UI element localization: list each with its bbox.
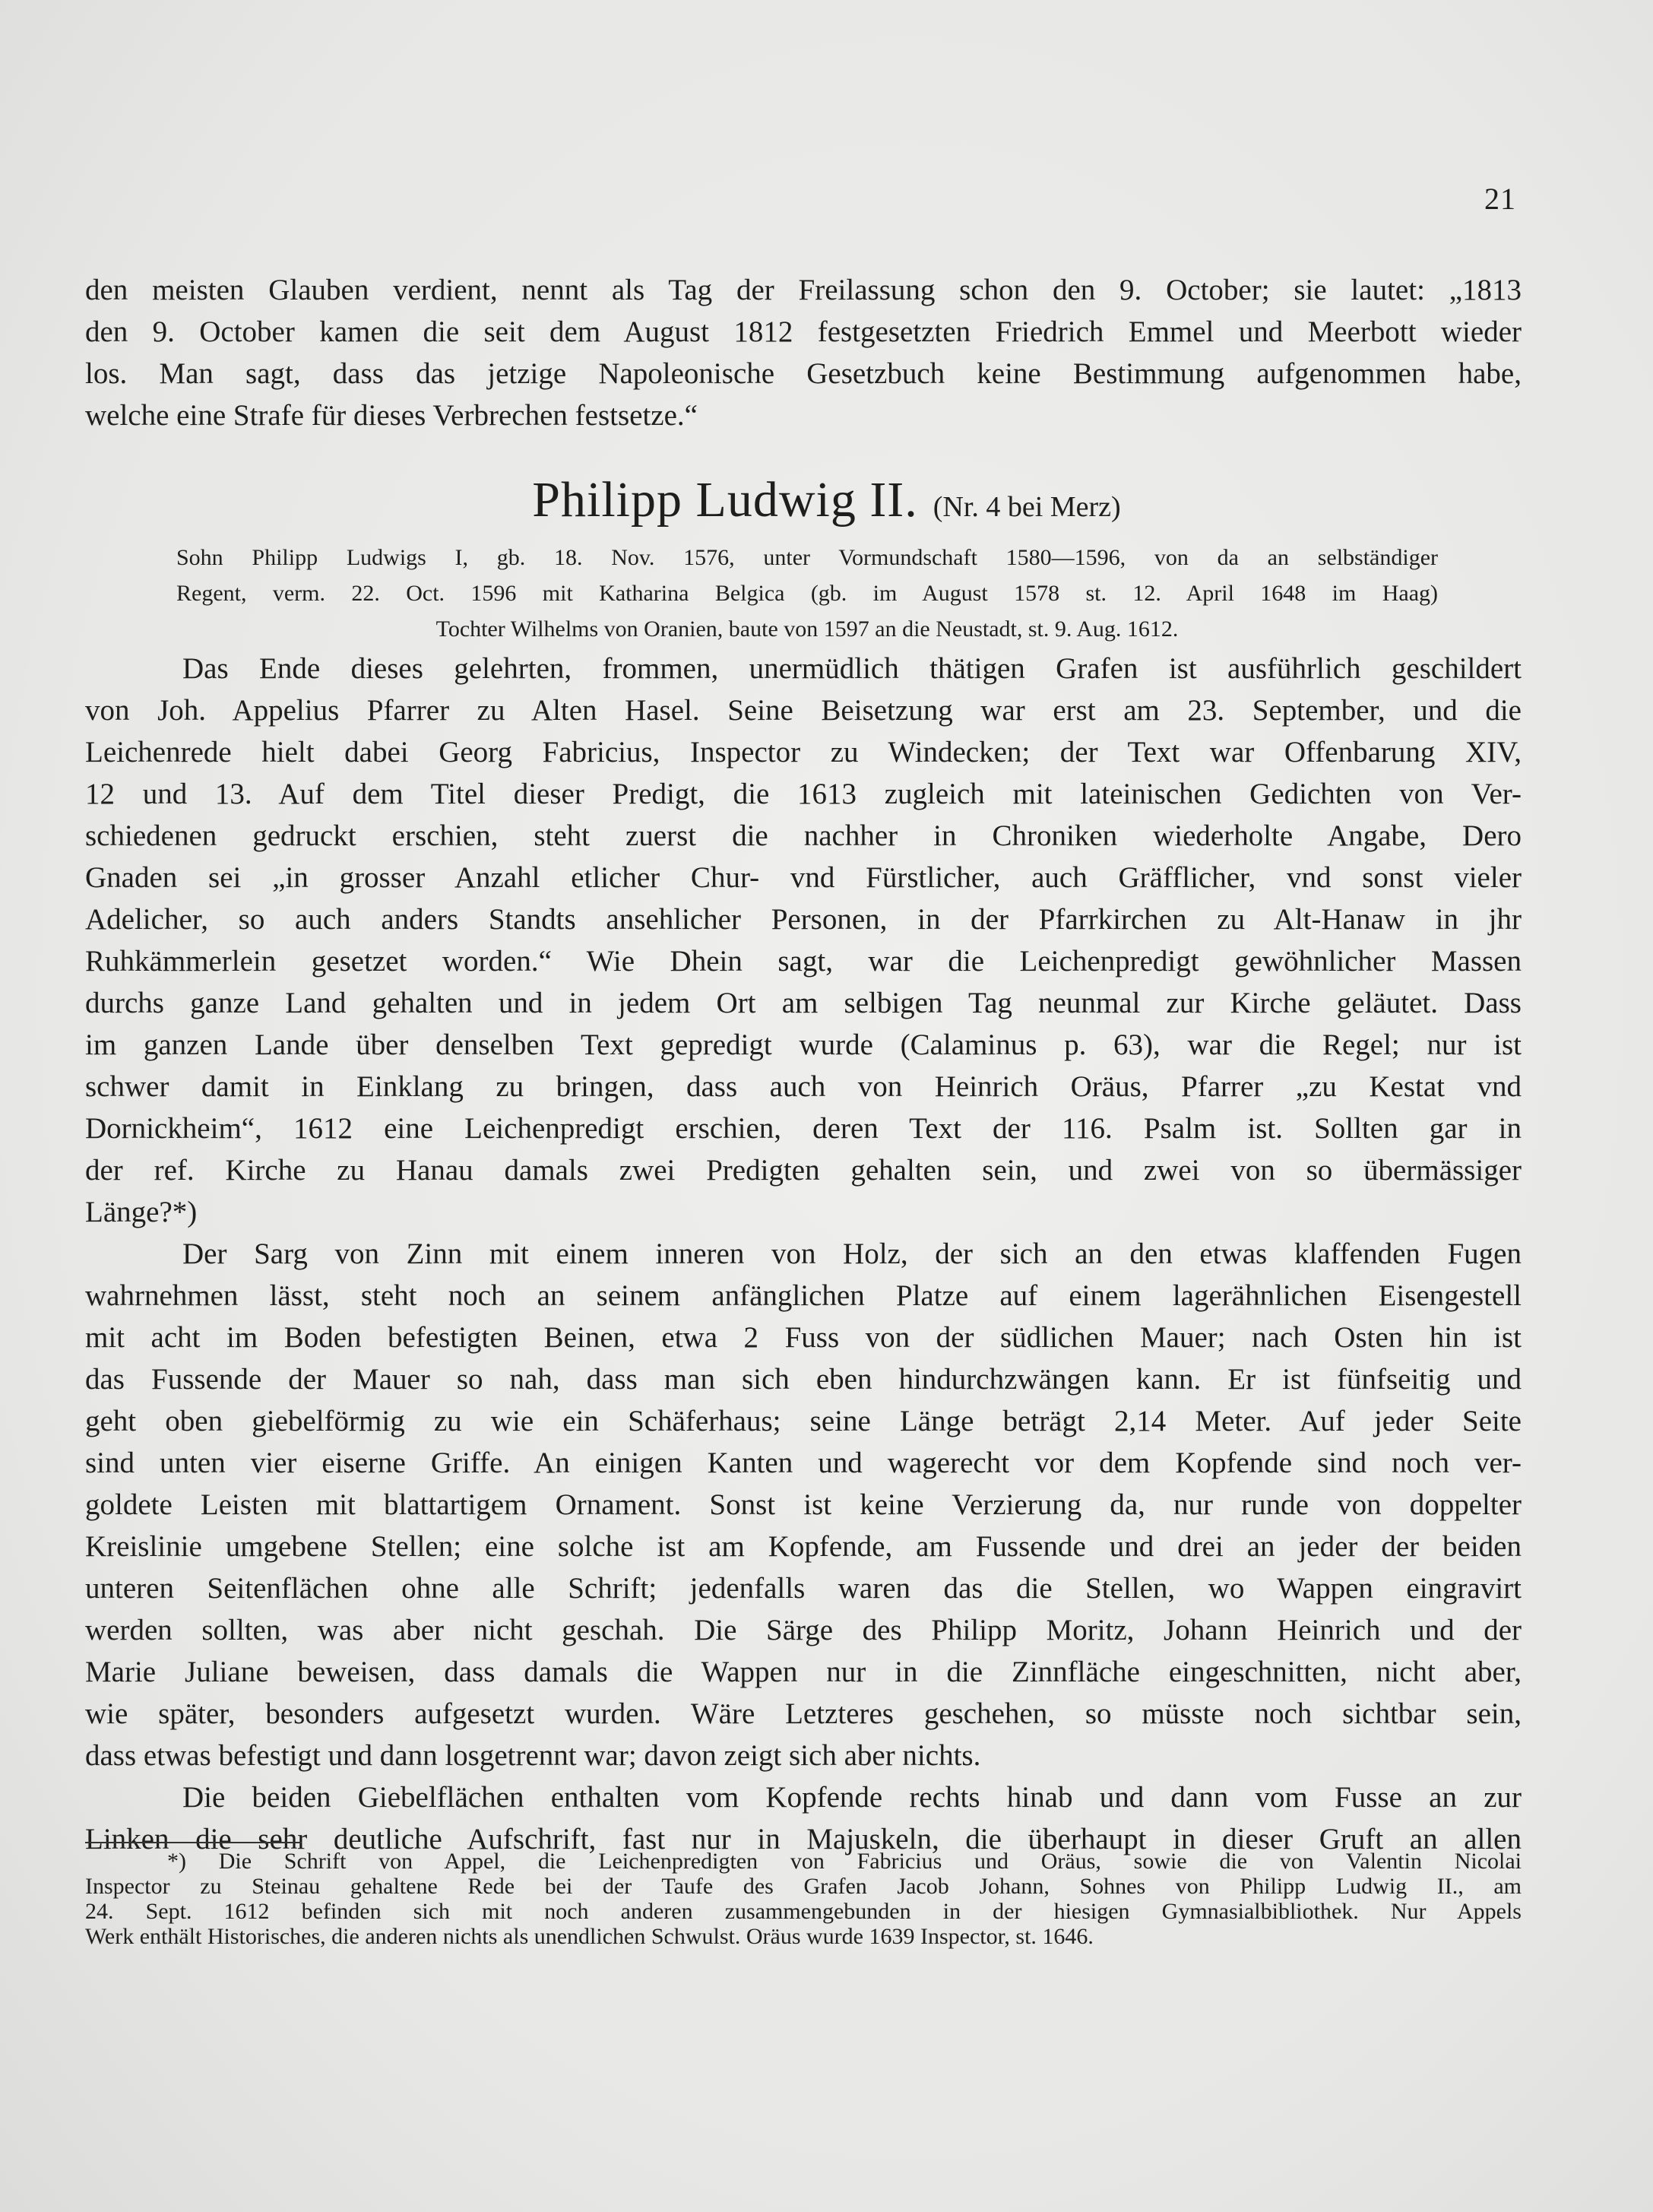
footnote (85, 1849, 1522, 1949)
body-line: 12 und 13. Auf dem Titel dieser Predigt, die 1613 zugleich mit lateinischen Gedichten von Ver- (85, 778, 1522, 810)
footnote-line: 24. Sept. 1612 befinden sich mit noch anderen zusammengebunden in der hiesigen Gymnasialbibliothek. Nur Appels (85, 1899, 1522, 1924)
intro-line: welche eine Strafe für dieses Verbrechen festsetze.“ (85, 399, 698, 432)
intro-line: den meisten Glauben verdient, nennt als Tag der Freilassung schon den 9. October; sie lautet: „1813 (85, 274, 1522, 306)
body-line: Dornickheim“, 1612 eine Leichenpredigt erschien, deren Text der 116. Psalm ist. Sollten gar in (85, 1112, 1522, 1145)
body-line: unteren Seitenflächen ohne alle Schrift; jedenfalls waren das die Stellen, wo Wappen eingravirt (85, 1572, 1522, 1605)
body-line: Ruhkämmerlein gesetzet worden.“ Wie Dhein sagt, war die Leichenpredigt gewöhnlicher Massen (85, 945, 1522, 978)
body-text (85, 648, 1522, 1860)
intro-line: los. Man sagt, dass das jetzige Napoleonische Gesetzbuch keine Bestimmung aufgenommen habe, (85, 357, 1522, 390)
footnote-line: *) Die Schrift von Appel, die Leichenpredigten von Fabricius und Oräus, sowie die von Valentin Nicolai (167, 1849, 1522, 1874)
body-line: goldete Leisten mit blattartigem Ornament. Sonst ist keine Verzierung da, nur runde von doppelter (85, 1488, 1522, 1521)
body-line: schiedenen gedruckt erschien, steht zuerst die nachher in Chroniken wiederholte Angabe, Dero (85, 819, 1522, 852)
body-line: wahrnehmen lässt, steht noch an seinem anfänglichen Platze auf einem lagerähnlichen Eisengestell (85, 1279, 1522, 1312)
footnote-line: Werk enthält Historisches, die anderen nichts als unendlichen Schwulst. Oräus wurde 1639 Inspector, st. 1646. (85, 1924, 1094, 1949)
biographical-note (176, 540, 1438, 647)
body-line: Marie Juliane beweisen, dass damals die Wappen nur in die Zinnfläche eingeschnitten, nicht aber, (85, 1656, 1522, 1688)
footnote-line: Inspector zu Steinau gehaltene Rede bei der Taufe des Grafen Jacob Johann, Sohnes von Philipp Ludwig II., am (85, 1874, 1522, 1899)
body-line: der ref. Kirche zu Hanau damals zwei Predigten gehalten sein, und zwei von so übermässiger (85, 1154, 1522, 1187)
body-line: Der Sarg von Zinn mit einem inneren von Holz, der sich an den etwas klaffenden Fugen (182, 1238, 1522, 1270)
body-line: sind unten vier eiserne Griffe. An einigen Kanten und wagerecht vor dem Kopfende sind noch ver- (85, 1447, 1522, 1479)
body-line: schwer damit in Einklang zu bringen, dass auch von Heinrich Oräus, Pfarrer „zu Kestat vnd (85, 1070, 1522, 1103)
body-line: dass etwas befestigt und dann losgetrennt war; davon zeigt sich aber nichts. (85, 1739, 981, 1772)
footnote-divider (85, 1842, 302, 1843)
bio-line: Sohn Philipp Ludwigs I, gb. 18. Nov. 1576, unter Vormundschaft 1580—1596, von da an selbständiger (176, 545, 1438, 570)
bio-line: Tochter Wilhelms von Oranien, baute von 1597 an die Neustadt, st. 9. Aug. 1612. (435, 616, 1179, 642)
intro-line: den 9. October kamen die seit dem August 1812 festgesetzten Friedrich Emmel und Meerbott wieder (85, 315, 1522, 348)
body-line: Länge?*) (85, 1196, 198, 1228)
section-heading (0, 471, 1653, 529)
body-line: Linken die sehr deutliche Aufschrift, fast nur in Majuskeln, die überhaupt in dieser Gruft an allen (85, 1823, 1522, 1855)
body-line: wie später, besonders aufgesetzt wurden. Wäre Letzteres geschehen, so müsste noch sichtbar sein, (85, 1697, 1522, 1730)
body-line: Leichenrede hielt dabei Georg Fabricius, Inspector zu Windecken; der Text war Offenbarung XIV, (85, 736, 1522, 768)
body-line: das Fussende der Mauer so nah, dass man sich eben hindurchzwängen kann. Er ist fünfseitig und (85, 1363, 1522, 1396)
body-line: geht oben giebelförmig zu wie ein Schäferhaus; seine Länge beträgt 2,14 Meter. Auf jeder Seite (85, 1405, 1522, 1437)
page-number: 21 (1484, 182, 1516, 216)
bio-line: Regent, verm. 22. Oct. 1596 mit Katharina Belgica (gb. im August 1578 st. 12. April 1648 im Haag) (176, 581, 1438, 606)
body-line: mit acht im Boden befestigten Beinen, etwa 2 Fuss von der südlichen Mauer; nach Osten hin ist (85, 1321, 1522, 1354)
body-line: Die beiden Giebelflächen enthalten vom Kopfende rechts hinab und dann vom Fusse an zur (182, 1781, 1522, 1814)
body-line: von Joh. Appelius Pfarrer zu Alten Hasel. Seine Beisetzung war erst am 23. September, und die (85, 694, 1522, 727)
body-line: Adelicher, so auch anders Standts ansehlicher Personen, in der Pfarrkirchen zu Alt-Hanaw in jhr (85, 903, 1522, 936)
body-line: Das Ende dieses gelehrten, frommen, unermüdlich thätigen Grafen ist ausführlich geschildert (182, 652, 1522, 685)
body-line: Gnaden sei „in grosser Anzahl etlicher Chur- vnd Fürstlicher, auch Gräfflicher, vnd sonst vieler (85, 861, 1522, 894)
heading-name: Philipp Ludwig II. (532, 472, 918, 528)
body-line: Kreislinie umgebene Stellen; eine solche ist am Kopfende, am Fussende und drei an jeder der beiden (85, 1530, 1522, 1563)
intro-paragraph (85, 269, 1522, 436)
body-line: im ganzen Lande über denselben Text gepredigt wurde (Calaminus p. 63), war die Regel; nur ist (85, 1028, 1522, 1061)
body-line: werden sollten, was aber nicht geschah. Die Särge des Philipp Moritz, Johann Heinrich und der (85, 1614, 1522, 1646)
body-line: durchs ganze Land gehalten und in jedem Ort am selbigen Tag neunmal zur Kirche geläutet. Dass (85, 987, 1522, 1019)
heading-reference: (Nr. 4 bei Merz) (933, 491, 1121, 523)
